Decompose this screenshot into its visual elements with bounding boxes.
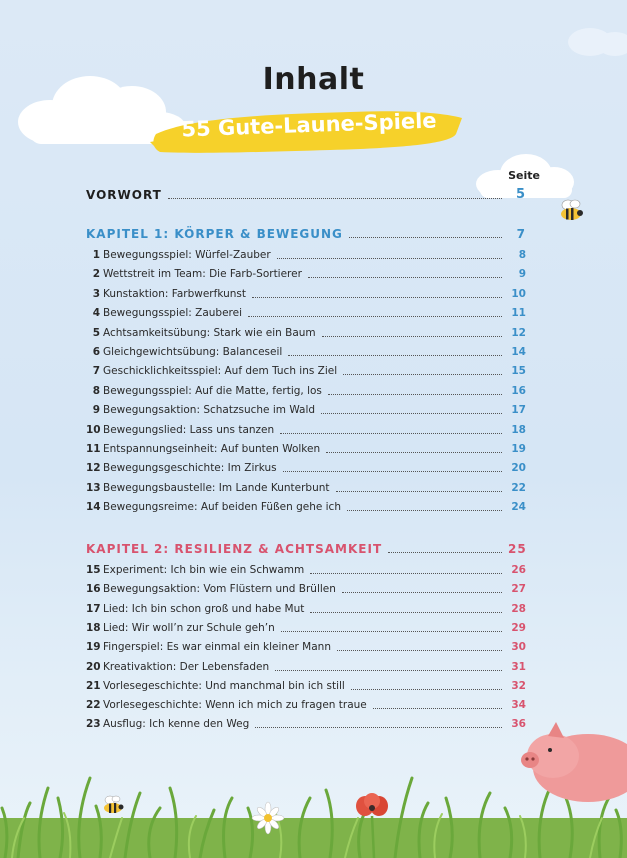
dot-leader (336, 490, 502, 492)
toc-entry[interactable] (86, 244, 526, 262)
bee-icon (556, 198, 586, 224)
toc-entry[interactable] (86, 399, 526, 417)
dot-leader (310, 611, 502, 613)
entry-title: KAPITEL 1: KÖRPER & BEWEGUNG (86, 227, 343, 241)
page-number: 14 (511, 346, 526, 358)
chapter-1-heading[interactable] (86, 223, 526, 241)
entry-title: Vorlesegeschichte: Wenn ich mich zu fragen traue (103, 699, 367, 712)
toc-entry[interactable] (86, 496, 526, 514)
page-number: 24 (511, 501, 526, 514)
entry-number: 17 (86, 602, 101, 615)
toc-entry[interactable] (86, 578, 526, 596)
page-number: 27 (511, 583, 526, 596)
toc-entry[interactable] (86, 419, 526, 437)
entry-number: 8 (92, 384, 100, 397)
vorwort-entry[interactable] (86, 184, 526, 202)
dot-leader (326, 451, 502, 453)
entry-title: Kunstaktion: Farbwerfkunst (103, 287, 246, 300)
page-number: 28 (511, 602, 526, 615)
toc-entry[interactable] (86, 559, 526, 577)
page-number: 32 (511, 679, 526, 692)
dot-leader (337, 649, 502, 651)
toc-entry[interactable] (86, 457, 526, 475)
dot-leader (248, 315, 502, 317)
page-number: 19 (511, 443, 526, 455)
entry-title: VORWORT (86, 188, 162, 202)
dot-leader (275, 669, 502, 671)
entry-title: Gleichgewichtsübung: Balanceseil (103, 346, 283, 358)
toc-entry[interactable] (86, 617, 526, 635)
entry-number: 20 (86, 660, 101, 673)
entry-title: Ausflug: Ich kenne den Weg (103, 718, 250, 731)
entry-number: 5 (92, 326, 100, 339)
page-number: 36 (511, 718, 526, 731)
dot-leader (322, 335, 502, 337)
entry-number: 12 (86, 462, 101, 475)
page-number: 16 (511, 384, 526, 397)
entry-title: Lied: Wir woll’n zur Schule geh’n (103, 621, 275, 634)
entry-number: 23 (86, 718, 101, 731)
dot-leader (349, 236, 502, 238)
page-number: 30 (511, 641, 526, 654)
page-number: 12 (511, 326, 526, 339)
dot-leader (328, 393, 502, 395)
page-number: 8 (518, 249, 526, 261)
entry-number: 2 (92, 268, 100, 281)
toc-entry[interactable] (86, 598, 526, 616)
entry-number: 4 (92, 307, 100, 320)
page-number: 25 (508, 542, 527, 556)
entry-title: Entspannungseinheit: Auf bunten Wolken (103, 443, 321, 455)
toc-entry[interactable] (86, 322, 526, 340)
entry-title: Experiment: Ich bin wie ein Schwamm (103, 564, 305, 576)
entry-number: 1 (92, 249, 100, 261)
entry-number: 7 (92, 365, 100, 378)
entry-number: 11 (86, 443, 101, 455)
entry-title: Lied: Ich bin schon groß und habe Mut (103, 602, 305, 615)
toc-entry[interactable] (86, 636, 526, 654)
page-number: 10 (511, 287, 526, 300)
dot-leader (283, 470, 502, 472)
page-number: 18 (511, 423, 526, 436)
dot-leader (343, 373, 502, 375)
entry-title: Bewegungsspiel: Auf die Matte, fertig, los (103, 384, 322, 397)
toc-entry[interactable] (86, 360, 526, 378)
entry-title: Bewegungsspiel: Würfel-Zauber (103, 249, 271, 261)
dot-leader (308, 276, 502, 278)
entry-number: 16 (86, 583, 101, 596)
page-number: 15 (511, 365, 526, 378)
page-number: 17 (511, 404, 526, 417)
dot-leader (347, 509, 502, 511)
subtitle: 55 Gute-Laune-Spiele (181, 108, 437, 142)
entry-number: 22 (86, 699, 101, 712)
entry-title: Kreativaktion: Der Lebensfaden (103, 660, 270, 673)
dot-leader (373, 707, 502, 709)
entry-title: Wettstreit im Team: Die Farb-Sortierer (103, 268, 302, 281)
entry-title: Bewegungsgeschichte: Im Zirkus (103, 462, 277, 475)
dot-leader (281, 630, 502, 632)
dot-leader (321, 412, 502, 414)
entry-number: 15 (86, 564, 101, 576)
dot-leader (168, 197, 502, 199)
dot-leader (342, 591, 502, 593)
entry-number: 6 (92, 346, 100, 358)
entry-title: Bewegungsaktion: Schatzsuche im Wald (103, 404, 316, 417)
entry-title: Fingerspiel: Es war einmal ein kleiner Mann (103, 641, 331, 654)
page-number: 5 (515, 187, 526, 202)
cloud-top-right-icon (560, 20, 627, 60)
entry-number: 14 (86, 501, 101, 514)
page-number: 22 (511, 481, 526, 494)
entry-title: KAPITEL 2: RESILIENZ & ACHTSAMKEIT (86, 542, 383, 556)
entry-number: 9 (92, 404, 100, 417)
toc-entry[interactable] (86, 341, 526, 359)
entry-number: 13 (86, 481, 101, 494)
toc-entry[interactable] (86, 438, 526, 456)
page-number: 34 (511, 699, 526, 712)
page-number: 7 (516, 227, 526, 241)
toc-entry[interactable] (86, 656, 526, 674)
page-number: 31 (511, 660, 526, 673)
page-title: Inhalt (262, 62, 365, 97)
entry-title: Bewegungsspiel: Zauberei (103, 307, 242, 320)
entry-number: 19 (86, 641, 101, 654)
entry-title: Bewegungsbaustelle: Im Lande Kunterbunt (103, 481, 330, 494)
toc-entry[interactable] (86, 675, 526, 693)
dot-leader (388, 551, 502, 553)
chapter-2-heading[interactable] (86, 538, 526, 556)
toc-entry[interactable] (86, 302, 526, 320)
entry-title: Achtsamkeitsübung: Stark wie ein Baum (103, 326, 316, 339)
dot-leader (280, 432, 502, 434)
entry-title: Bewegungsaktion: Vom Flüstern und Brüllen (103, 583, 336, 596)
page-number: 11 (511, 307, 526, 320)
page-number: 9 (518, 268, 526, 281)
toc-entry[interactable] (86, 263, 526, 281)
entry-title: Geschicklichkeitsspiel: Auf dem Tuch ins Ziel (103, 365, 338, 378)
dot-leader (310, 572, 502, 574)
toc-entry[interactable] (86, 477, 526, 495)
entry-number: 10 (86, 423, 101, 436)
dot-leader (252, 296, 502, 298)
entry-number: 3 (92, 287, 100, 300)
toc-entry[interactable] (86, 283, 526, 301)
page-number: 26 (511, 564, 526, 576)
dot-leader (351, 688, 502, 690)
dot-leader (277, 257, 502, 259)
entry-title: Bewegungsreime: Auf beiden Füßen gehe ich (103, 501, 341, 514)
seite-label: Seite (508, 169, 540, 182)
page-number: 29 (511, 621, 526, 634)
dot-leader (288, 354, 502, 356)
entry-number: 18 (86, 621, 101, 634)
page-number: 20 (511, 462, 526, 475)
entry-number: 21 (86, 679, 101, 692)
toc-entry[interactable] (86, 380, 526, 398)
entry-title: Vorlesegeschichte: Und manchmal bin ich still (103, 679, 345, 692)
toc-entry[interactable] (86, 694, 526, 712)
entry-title: Bewegungslied: Lass uns tanzen (103, 423, 275, 436)
meadow-illustration (0, 718, 627, 858)
